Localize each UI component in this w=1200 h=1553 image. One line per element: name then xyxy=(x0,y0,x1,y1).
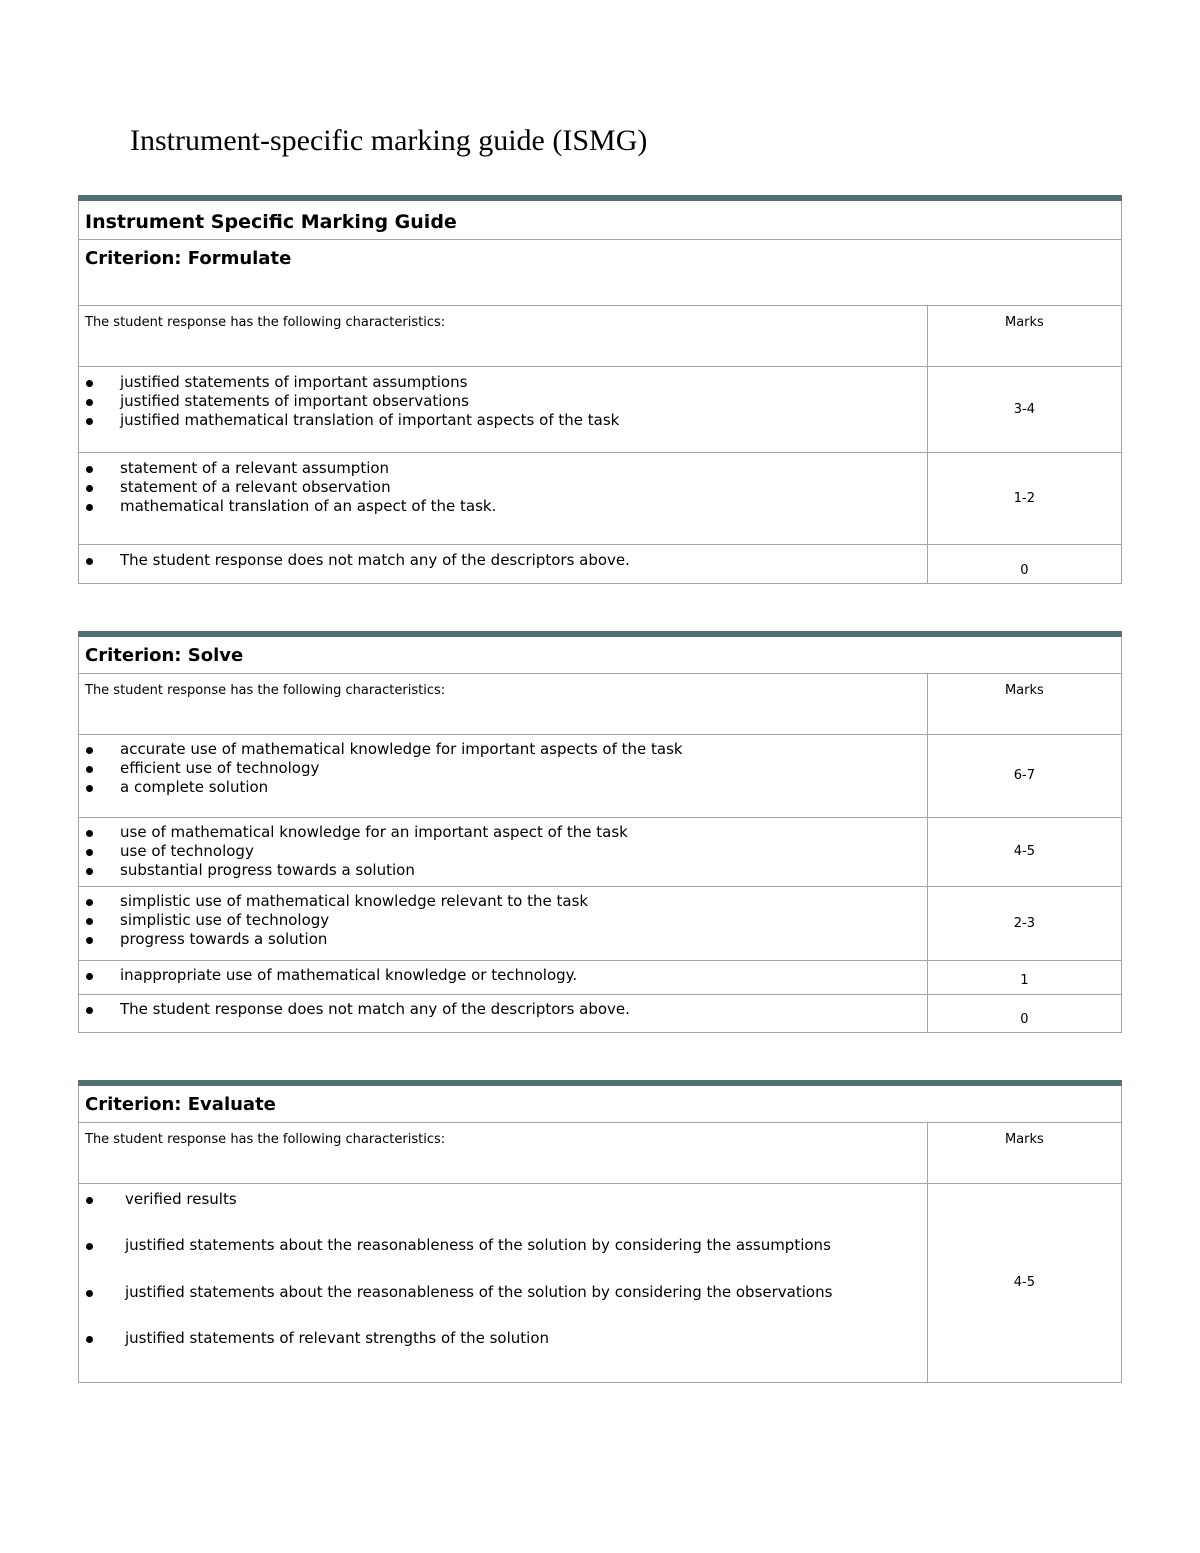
table-row xyxy=(79,886,1122,960)
bullet-icon xyxy=(86,830,93,837)
list-item: statement of a relevant assumption xyxy=(79,459,927,478)
criterion-heading: Criterion: Formulate xyxy=(79,239,1122,305)
list-item: use of technology xyxy=(79,842,927,861)
list-item: justified statements about the reasonableness of the solution by considering the assumptions xyxy=(79,1236,927,1255)
table-row xyxy=(79,1183,1122,1382)
bullet-icon xyxy=(86,504,93,511)
bullet-icon xyxy=(86,466,93,473)
bullet-icon xyxy=(86,766,93,773)
marks-column-label: Marks xyxy=(927,1122,1121,1183)
table-row xyxy=(79,544,1122,583)
descriptor-cell xyxy=(79,734,928,817)
evaluate-criterion-table xyxy=(78,1080,1122,1383)
descriptor-cell xyxy=(79,886,928,960)
descriptor-list xyxy=(79,373,927,430)
list-item: substantial progress towards a solution xyxy=(79,861,927,880)
bullet-icon xyxy=(86,558,93,565)
list-item: progress towards a solution xyxy=(79,930,927,949)
list-item: simplistic use of mathematical knowledge relevant to the task xyxy=(79,892,927,911)
bullet-icon xyxy=(86,418,93,425)
list-item: accurate use of mathematical knowledge for important aspects of the task xyxy=(79,740,927,759)
bullet-icon xyxy=(86,1007,93,1014)
bullet-icon xyxy=(86,937,93,944)
list-item: The student response does not match any of the descriptors above. xyxy=(79,1000,927,1019)
bullet-icon xyxy=(86,1243,93,1250)
bullet-icon xyxy=(86,918,93,925)
characteristics-label: The student response has the following characteristics: xyxy=(79,1122,928,1183)
list-item: justified statements of important assumptions xyxy=(79,373,927,392)
bullet-icon xyxy=(86,380,93,387)
bullet-icon xyxy=(86,1197,93,1204)
descriptor-cell xyxy=(79,960,928,994)
characteristics-label: The student response has the following characteristics: xyxy=(79,673,928,734)
descriptor-cell xyxy=(79,817,928,886)
marks-value: 4-5 xyxy=(927,817,1121,886)
marks-column-label: Marks xyxy=(927,673,1121,734)
marks-value: 1-2 xyxy=(927,452,1121,544)
table-row xyxy=(79,734,1122,817)
marks-value: 2-3 xyxy=(927,886,1121,960)
list-item: inappropriate use of mathematical knowledge or technology. xyxy=(79,966,927,985)
bullet-icon xyxy=(86,1290,93,1297)
descriptor-list xyxy=(79,823,927,880)
bullet-icon xyxy=(86,899,93,906)
bullet-icon xyxy=(86,785,93,792)
descriptor-list xyxy=(79,966,927,985)
document-title: Instrument-specific marking guide (ISMG) xyxy=(130,124,648,157)
bullet-icon xyxy=(86,1336,93,1343)
descriptor-list xyxy=(79,1000,927,1019)
list-item: justified statements of relevant strengths of the solution xyxy=(79,1329,927,1348)
formulate-criterion-table xyxy=(78,195,1122,584)
bullet-icon xyxy=(86,747,93,754)
bullet-icon xyxy=(86,399,93,406)
table-row xyxy=(79,817,1122,886)
descriptor-list xyxy=(79,459,927,516)
marks-value: 6-7 xyxy=(927,734,1121,817)
list-item: use of mathematical knowledge for an important aspect of the task xyxy=(79,823,927,842)
list-item: a complete solution xyxy=(79,778,927,797)
bullet-icon xyxy=(86,973,93,980)
criterion-heading: Criterion: Evaluate xyxy=(79,1083,1122,1122)
list-item: justified statements of important observations xyxy=(79,392,927,411)
list-item: mathematical translation of an aspect of the task. xyxy=(79,497,927,516)
table-row xyxy=(79,960,1122,994)
marks-value: 0 xyxy=(927,544,1121,583)
descriptor-list xyxy=(79,892,927,949)
criterion-heading: Criterion: Solve xyxy=(79,634,1122,673)
list-item: simplistic use of technology xyxy=(79,911,927,930)
marks-value: 4-5 xyxy=(927,1183,1121,1382)
descriptor-cell xyxy=(79,452,928,544)
descriptor-cell xyxy=(79,544,928,583)
descriptor-list xyxy=(79,740,927,797)
marks-value: 3-4 xyxy=(927,366,1121,452)
descriptor-cell xyxy=(79,366,928,452)
marks-value: 0 xyxy=(927,994,1121,1032)
list-item: verified results xyxy=(79,1190,927,1209)
marks-value: 1 xyxy=(927,960,1121,994)
bullet-icon xyxy=(86,485,93,492)
list-item: justified statements about the reasonableness of the solution by considering the observations xyxy=(79,1283,927,1302)
descriptor-cell xyxy=(79,994,928,1032)
descriptor-cell xyxy=(79,1183,928,1382)
table-row xyxy=(79,994,1122,1032)
solve-criterion-table xyxy=(78,631,1122,1033)
guide-heading: Instrument Specific Marking Guide xyxy=(79,198,1122,239)
descriptor-list xyxy=(79,551,927,570)
descriptor-list xyxy=(79,1190,927,1349)
list-item: The student response does not match any of the descriptors above. xyxy=(79,551,927,570)
table-row xyxy=(79,366,1122,452)
table-row xyxy=(79,452,1122,544)
list-item: statement of a relevant observation xyxy=(79,478,927,497)
marks-column-label: Marks xyxy=(927,305,1121,366)
bullet-icon xyxy=(86,849,93,856)
list-item: efficient use of technology xyxy=(79,759,927,778)
list-item: justified mathematical translation of important aspects of the task xyxy=(79,411,927,430)
characteristics-label: The student response has the following characteristics: xyxy=(79,305,928,366)
bullet-icon xyxy=(86,868,93,875)
